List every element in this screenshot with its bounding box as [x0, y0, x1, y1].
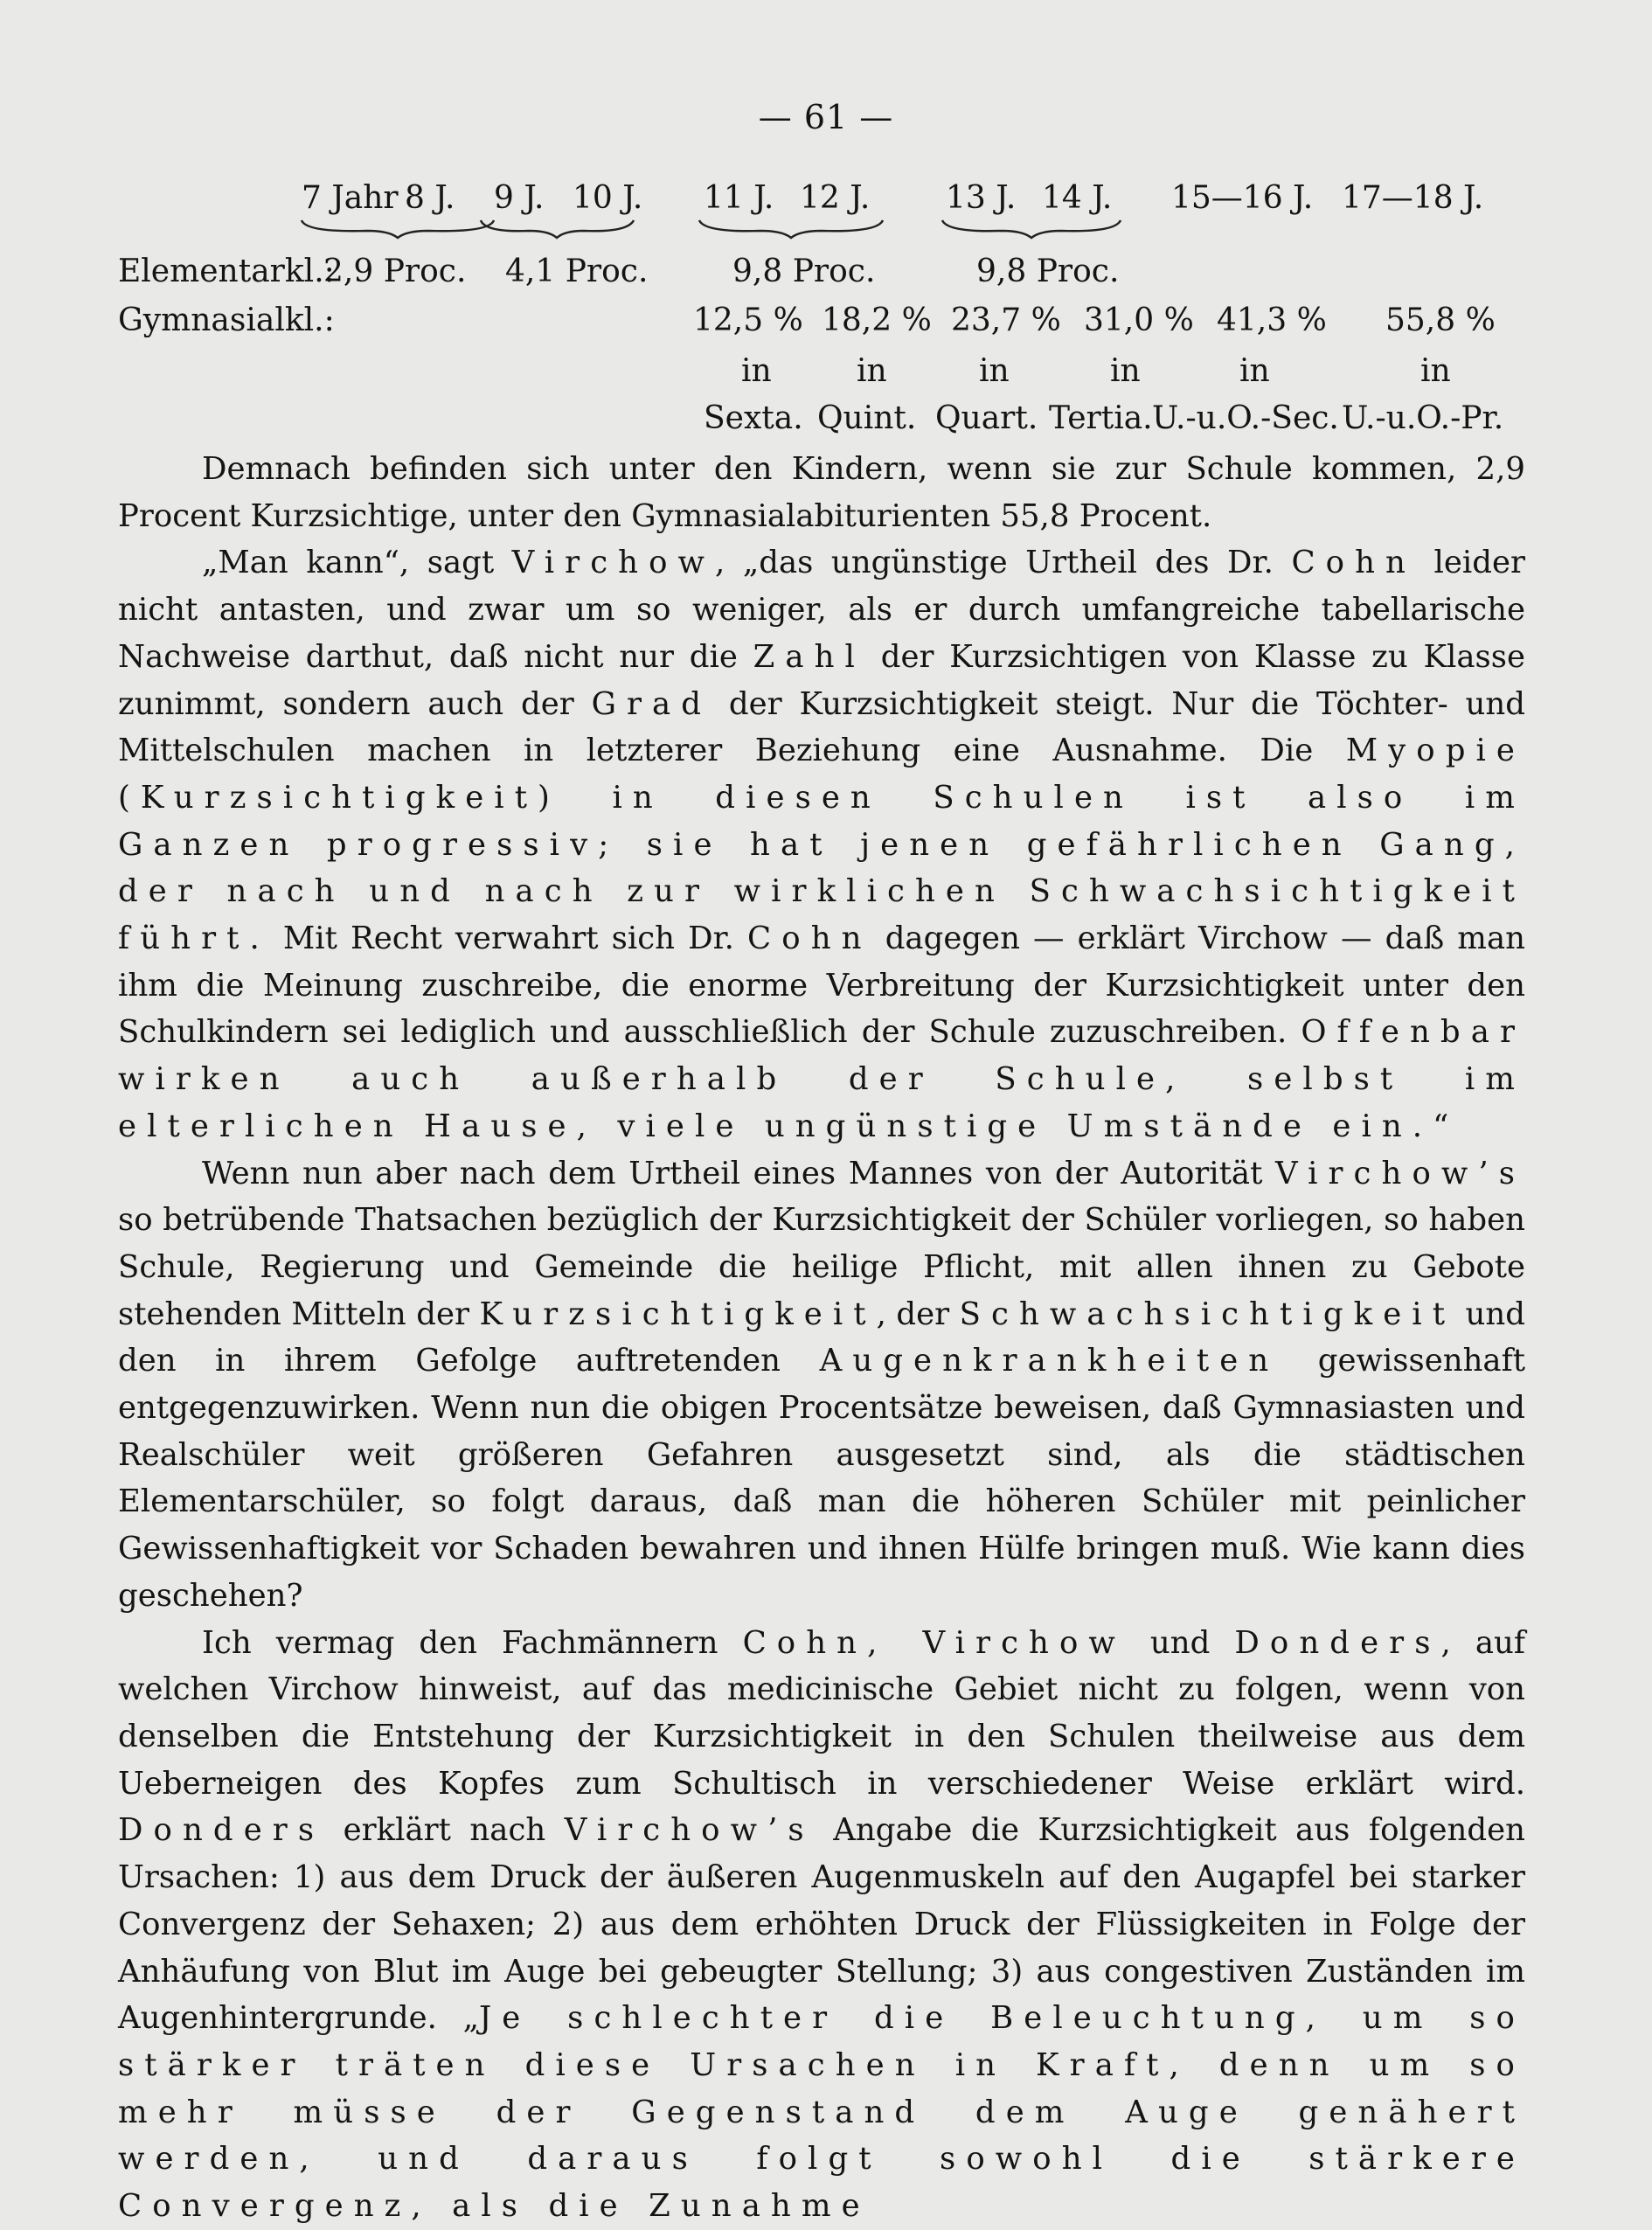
spaced-name: Virchow’s [564, 1812, 815, 1849]
gymnasium-value: 55,8 % [1385, 302, 1496, 338]
table-age-header [0, 180, 1652, 219]
in-word: in [1420, 353, 1451, 389]
age-header: 13 J. [946, 180, 1017, 216]
text-run: Ich vermag den Fachmännern [202, 1624, 743, 1661]
text-run: und den in ihrem Gefolge auftretenden [118, 1296, 1525, 1379]
text-run: Demnach befinden sich unter den Kindern, wenn sie zur Schule kommen, 2,9 Procent Kurzsichtige, unter den Gymnasialabiturienten 55,8 Procent. [118, 451, 1525, 534]
spaced-word: Zahl [753, 638, 865, 675]
spaced-name: Virchow [511, 545, 716, 581]
in-word: in [1239, 353, 1270, 389]
age-header: 8 J. [405, 180, 455, 216]
class-name: Quart. [935, 400, 1038, 436]
spaced-passage: Myopie (Kurzsichtigkeit) in diesen Schulen ist also im Ganzen progressiv; sie hat jenen gefährlichen Gang, der nach und nach zur wirklichen Schwachsichtigkeit führt. [118, 733, 1525, 957]
text-run: so betrübende Thatsachen bezüglich der Kurzsichtigkeit der Schüler vorliegen, so haben Schule, Regierung und Gemeinde die heilige Pflicht, mit allen ihnen zu Gebote stehenden Mitteln der [118, 1202, 1525, 1332]
age-header: 12 J. [800, 180, 871, 216]
grouping-braces [0, 215, 1652, 241]
text-run: leider nicht antasten, und zwar um so weniger, als er durch umfangreiche tabellarische Nachweise darthut, daß nicht nur die [118, 545, 1525, 675]
paragraph [118, 1620, 1525, 2230]
age-header: 14 J. [1042, 180, 1113, 216]
text-run: der Kurzsichtigkeit steigt. Nur die Töchter- und Mittelschulen machen in letzterer Beziehung eine Ausnahme. Die [118, 685, 1526, 769]
in-word: in [857, 353, 887, 389]
text-run: dagegen — erklärt Virchow — daß man ihm die Meinung zuschreibe, die enorme Verbreitung der Kurzsichtigkeit unter den Schulkindern sei lediglich und ausschließlich der Schule zuzuschreiben. [118, 920, 1525, 1051]
text-run: der Kurzsichtigen von Klasse zu Klasse zunimmt, sondern auch der [118, 638, 1525, 722]
age-header: 17—18 J. [1342, 180, 1484, 216]
spaced-name: Cohn, Virchow [742, 1624, 1126, 1661]
age-header: 10 J. [573, 180, 643, 216]
text-run: Mit Recht verwahrt sich Dr. [269, 920, 748, 957]
spaced-passage: Offenbar wirken auch außerhalb der Schule, selbst im elterlichen Hause, viele ungünstige Umstände ein. [118, 1014, 1525, 1144]
gymnasium-value: 12,5 % [693, 302, 803, 338]
paragraph [118, 1150, 1525, 1620]
age-header: 15—16 J. [1171, 180, 1314, 216]
spaced-word: Schwachsichtigkeit [959, 1296, 1456, 1332]
text-run: „Man kann“, sagt [202, 545, 512, 581]
elementary-value: 9,8 Proc. [732, 254, 876, 289]
text-run: erklärt nach [324, 1812, 565, 1849]
spaced-name: Donders [118, 1812, 325, 1849]
elementary-value: 9,8 Proc. [976, 254, 1120, 289]
spaced-name: Cohn [747, 920, 872, 957]
age-header: 7 Jahr [302, 180, 399, 216]
age-header: 9 J. [494, 180, 545, 216]
class-name: Tertia. [1049, 400, 1153, 436]
gymnasium-value: 18,2 % [822, 302, 932, 338]
paragraph [118, 539, 1525, 1150]
paragraph [118, 446, 1525, 539]
text-run: Wenn nun aber nach dem Urtheil eines Mannes von der Autorität [202, 1155, 1276, 1191]
spaced-passage: Je schlechter die Beleuchtung, um so stärker träten diese Ursachen in Kraft, denn um so mehr müsse der Gegenstand dem Auge genähert werden, und daraus folgt sowohl die stärkere Convergenz, als die Zunahme [118, 2000, 1525, 2225]
gymnasium-value: 31,0 % [1084, 302, 1194, 338]
class-name: Quint. [817, 400, 917, 436]
in-word: in [979, 353, 1010, 389]
in-word: in [741, 353, 772, 389]
elementary-value: 4,1 Proc. [505, 254, 649, 289]
gymnasium-value: 23,7 % [951, 302, 1061, 338]
page-number: — 61 — [758, 98, 894, 136]
body-text [118, 446, 1525, 2230]
text-run: gewissenhaft entgegenzuwirken. Wenn nun die obigen Procentsätze beweisen, daß Gymnasiasten und Realschüler weit größeren Gefahren ausgesetzt sind, als die städtischen Elementarschüler, so folgt daraus, daß man die höheren Schüler mit peinlicher Gewissenhaftigkeit vor Schaden bewahren und ihnen Hülfe bringen muß. Wie kann dies geschehen? [118, 1343, 1525, 1614]
spaced-name: Cohn [1291, 545, 1416, 581]
row-label-gymnasium: Gymnasialkl.: [118, 302, 335, 338]
gymnasium-class-row [0, 400, 1652, 439]
row-label-elementary: Elementarkl.: [118, 254, 335, 289]
class-name: U.-u.O.-Sec. [1152, 400, 1339, 436]
in-word: in [1110, 353, 1141, 389]
text-run: “ [1433, 1108, 1449, 1144]
spaced-name: Donders [1234, 1624, 1441, 1661]
spaced-word: Augenkrankheiten [819, 1343, 1280, 1379]
class-name: U.-u.O.-Pr. [1342, 400, 1504, 436]
gymnasium-in-row [0, 353, 1652, 392]
spaced-word: Grad [591, 685, 712, 722]
text-run: , der [876, 1296, 960, 1332]
elementary-value: 2,9 Proc. [323, 254, 467, 289]
text-run: Angabe die Kurzsichtigkeit aus folgenden Ursachen: 1) aus dem Druck der äußeren Augenmuskeln auf den Augapfel bei starker Convergenz der Sehaxen; 2) aus dem erhöhten Druck der Flüssigkeiten in Folge der Anhäufung von Blut im Auge bei gebeugter Stellung; 3) aus congestiven Zuständen im Augenhintergrunde. „ [118, 1812, 1525, 2037]
age-header: 11 J. [704, 180, 774, 216]
spaced-word: Kurzsichtigkeit [479, 1296, 877, 1332]
text-run: und [1125, 1624, 1235, 1661]
text-run: , „das ungünstige Urtheil des Dr. [715, 545, 1292, 581]
gymnasium-value: 41,3 % [1217, 302, 1327, 338]
text-run: , auf welchen Virchow hinweist, auf das medicinische Gebiet nicht zu folgen, wenn von denselben die Entstehung der Kurzsichtigkeit in den Schulen theilweise aus dem Ueberneigen des Kopfes zum Schultisch in verschiedener Weise erklärt wird. [118, 1624, 1525, 1802]
class-name: Sexta. [704, 400, 803, 436]
spaced-name: Virchow’s [1275, 1155, 1525, 1191]
